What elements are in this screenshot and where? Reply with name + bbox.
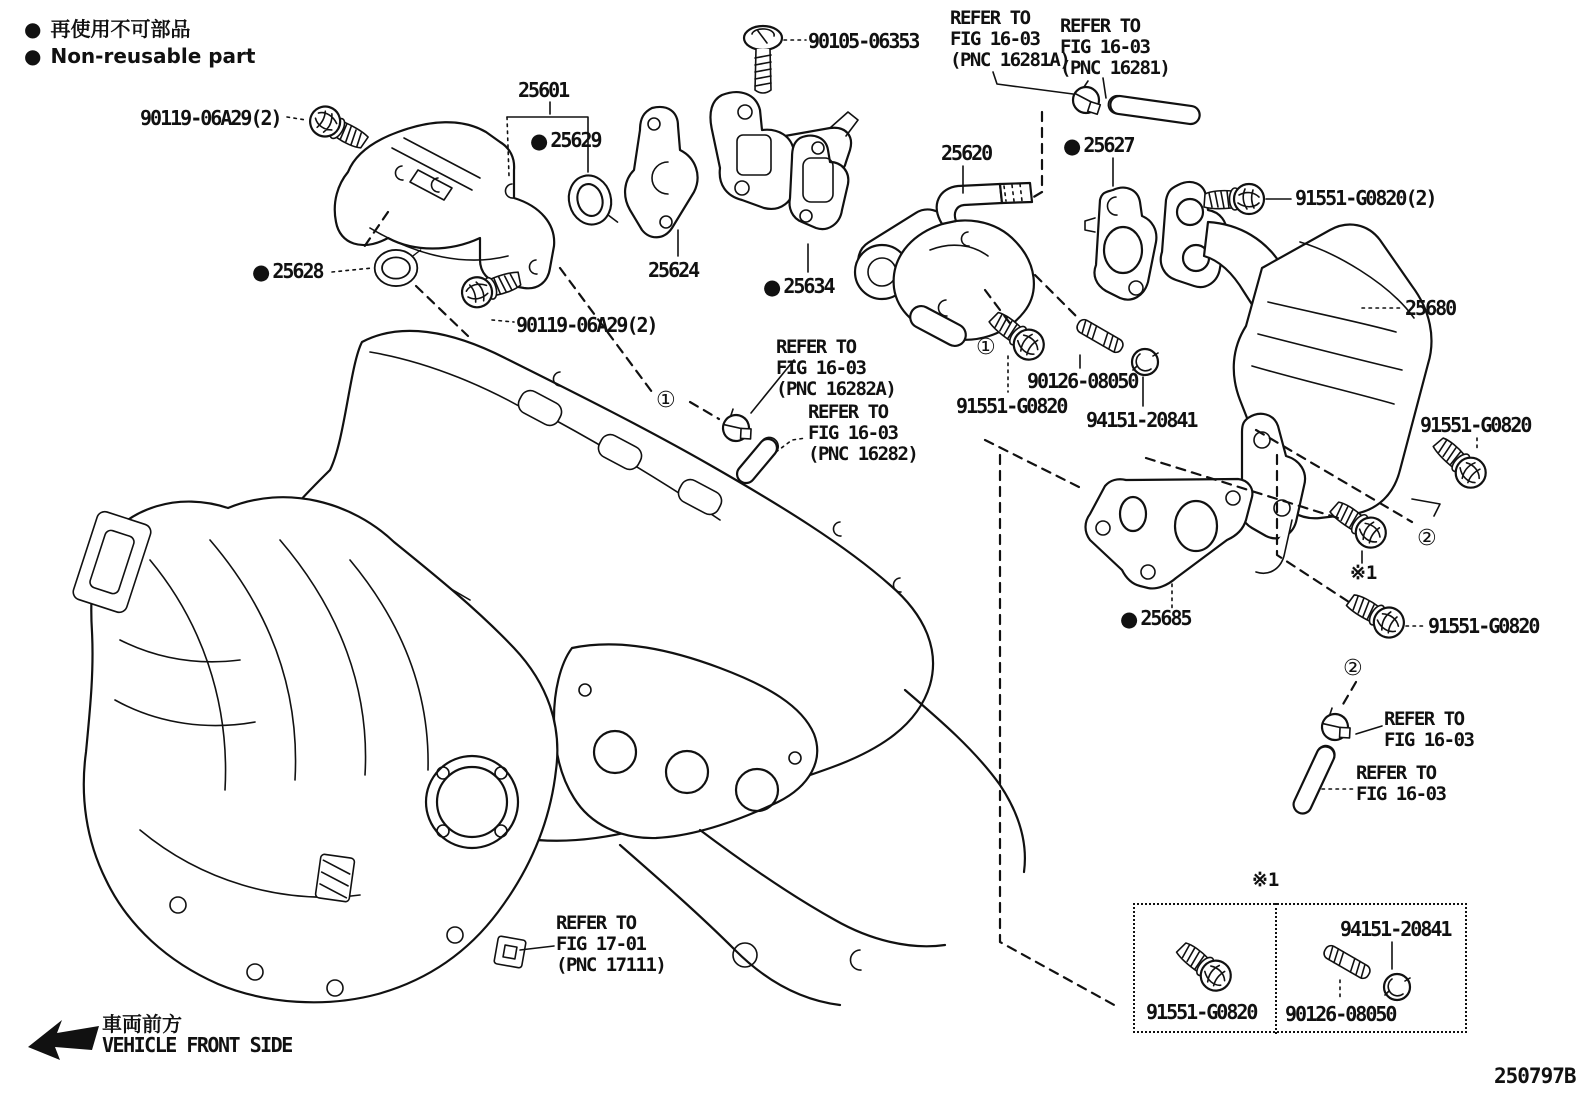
part-number-text: 25624 <box>648 258 699 282</box>
part-number-label <box>956 394 1066 418</box>
reference-note <box>950 8 1069 71</box>
footnote-marker: ※1 <box>1350 562 1378 584</box>
part-number-label <box>1120 606 1191 631</box>
part-number-label <box>1428 614 1538 638</box>
part-number-label <box>518 78 568 102</box>
part-number-text: 25627 <box>1083 133 1134 157</box>
part-number-text: 25620 <box>941 141 992 165</box>
non-reusable-dot-icon: ● <box>1063 134 1082 158</box>
bolt-90105-drawing <box>744 26 782 93</box>
inset-part-label: 94151-20841 <box>1340 917 1451 941</box>
reference-note <box>1356 763 1445 805</box>
part-number-text: 91551-G0820 <box>1428 614 1539 638</box>
callout-number-marker: ① <box>976 335 996 360</box>
part-number-label <box>648 258 698 282</box>
part-number-text: 25634 <box>783 274 834 298</box>
reference-note-line: FIG 16-03 <box>808 422 898 444</box>
vehicle-front-label-en: VEHICLE FRONT SIDE <box>102 1033 292 1057</box>
gasket-25685-drawing <box>1086 479 1253 588</box>
bolt-90119-top-drawing <box>305 101 372 157</box>
part-number-text: 94151-20841 <box>1086 408 1197 432</box>
part-number-text: 91551-G0820 <box>1420 413 1531 437</box>
non-reusable-dot-icon: ● <box>1120 607 1139 631</box>
non-reusable-dot-icon: ● <box>24 17 42 41</box>
non-reusable-dot-icon: ● <box>763 275 782 299</box>
inset-part-label: 91551-G0820 <box>1146 1000 1257 1024</box>
inset-part-label: 90126-08050 <box>1285 1002 1396 1026</box>
part-number-label <box>941 141 991 165</box>
bolt-91551-lower-drawing <box>1343 586 1410 643</box>
reference-note-line: (PNC 16281) <box>1060 57 1170 79</box>
legend-jp-text: 再使用不可部品 <box>50 17 191 41</box>
bolt-91551x2-drawing <box>1204 184 1264 214</box>
hose-clamp-lower-drawing <box>1318 705 1353 744</box>
part-number-text: 91551-G0820 <box>956 394 1067 418</box>
part-number-label <box>1295 186 1436 210</box>
reference-note-line: REFER TO <box>1384 708 1464 730</box>
reference-note-line: FIG 17-01 <box>556 933 646 955</box>
legend-row-en <box>24 43 255 70</box>
egr-pipe-drawing <box>335 122 554 288</box>
reference-note-line: (PNC 17111) <box>556 954 666 976</box>
bracket-25624-drawing <box>625 107 697 237</box>
part-number-label <box>1063 133 1134 158</box>
callout-number-marker: ② <box>1343 656 1363 681</box>
reference-note-line: (PNC 16282A) <box>776 378 896 400</box>
part-number-label <box>140 106 281 130</box>
reference-note-line: REFER TO <box>1060 15 1140 37</box>
legend-row-jp <box>24 16 255 43</box>
vehicle-front-arrow <box>28 1020 99 1060</box>
part-number-text: 25601 <box>518 78 569 102</box>
part-number-text: 90126-08050 <box>1027 369 1138 393</box>
reference-note <box>776 337 895 400</box>
reference-note <box>808 402 917 465</box>
stud-90126-drawing <box>1075 317 1125 354</box>
part-number-text: 91551-G0820(2) <box>1295 186 1436 210</box>
hose-clamp-center-drawing <box>719 406 754 445</box>
hose-clamp-top-drawing <box>1073 81 1100 114</box>
vehicle-front-label-jp: 車両前方 <box>102 1012 182 1036</box>
non-reusable-dot-icon: ● <box>24 44 42 68</box>
callout-number-marker: ② <box>1417 526 1437 551</box>
reference-note-line: REFER TO <box>776 336 856 358</box>
hose-top-drawing <box>1107 95 1201 126</box>
inset-table-title: ※1 <box>1252 869 1280 891</box>
reference-note-line: FIG 16-03 <box>950 28 1040 50</box>
part-number-label <box>763 274 834 299</box>
reference-note-line: (PNC 16281A) <box>950 49 1070 71</box>
part-number-text: 25629 <box>550 128 601 152</box>
gasket-25627-drawing <box>1085 188 1156 300</box>
reference-note-line: (PNC 16282) <box>808 443 918 465</box>
figure-code: 250797B <box>1494 1064 1576 1088</box>
reference-note-line: FIG 16-03 <box>1356 783 1446 805</box>
reference-note-line: FIG 16-03 <box>776 357 866 379</box>
part-number-text: 25685 <box>1140 606 1191 630</box>
oring-25628-drawing <box>375 250 421 286</box>
part-number-label <box>1420 413 1530 437</box>
callout-number-marker: ① <box>656 388 676 413</box>
reference-note-line: FIG 16-03 <box>1384 729 1474 751</box>
part-number-text: 90119-06A29(2) <box>140 106 281 130</box>
part-number-text: 25680 <box>1405 296 1456 320</box>
reference-note-line: REFER TO <box>556 912 636 934</box>
part-number-label <box>516 313 657 337</box>
oring-25629-drawing <box>563 171 617 233</box>
part-number-label <box>252 259 323 284</box>
reference-note <box>1060 16 1169 79</box>
part-number-text: 90105-06353 <box>808 29 919 53</box>
reference-note <box>556 913 665 976</box>
bolt-91551-right-drawing <box>1428 430 1492 494</box>
non-reusable-dot-icon: ● <box>252 260 271 284</box>
part-number-label <box>530 128 601 153</box>
hose-lower-drawing <box>1291 743 1338 817</box>
reference-note-line: FIG 16-03 <box>1060 36 1150 58</box>
hose-center-drawing <box>733 434 781 487</box>
part-number-text: 90119-06A29(2) <box>516 313 657 337</box>
part-number-label <box>1405 296 1455 320</box>
inset-table-divider <box>1275 903 1277 1034</box>
part-number-label <box>1027 369 1137 393</box>
part-number-label <box>1086 408 1196 432</box>
reference-note <box>1384 709 1473 751</box>
reference-note-line: REFER TO <box>808 401 888 423</box>
reference-note-line: REFER TO <box>1356 762 1436 784</box>
part-number-text: 25628 <box>272 259 323 283</box>
part-number-label <box>808 29 918 53</box>
non-reusable-dot-icon: ● <box>530 129 549 153</box>
reference-note-line: REFER TO <box>950 7 1030 29</box>
legend <box>24 16 255 70</box>
legend-en-text: Non-reusable part <box>50 44 256 68</box>
